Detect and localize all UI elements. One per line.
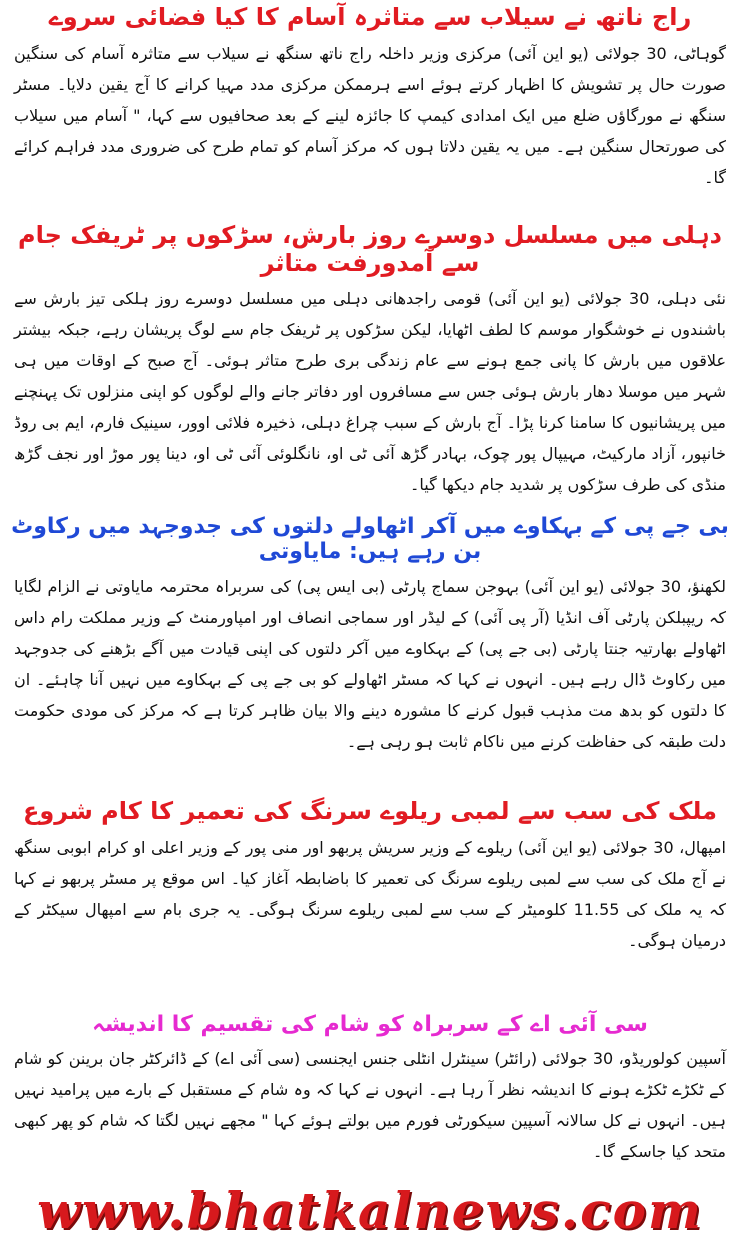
article-headline: ملک کی سب سے لمبی ریلوے سرنگ کی تعمیر کا کام شروع — [22, 797, 718, 825]
article-railway-tunnel — [10, 798, 730, 956]
article-headline: دہلی میں مسلسل دوسرے روز بارش، سڑکوں پر ٹریفک جام سے آمدورفت متاثر — [18, 221, 722, 277]
article-body: آسپین کولوریڈو، 30 جولائی (رائٹر) سینٹرل انٹلی جنس ایجنسی (سی آئی اے) کے ڈائرکٹر جان برینن کو شام کے ٹکڑے ٹکڑے ہونے کا اندیشہ نظر آ رہا ہے۔ انہوں نے کہا کہ وہ شام کے مستقبل کے بارے میں پرامید نہیں ہیں۔ انہوں نے کل سالانہ آسپین سیکورٹی فورم میں بولتے ہوئے کہا " مجھے نہیں لگتا کہ شام کو پھر کبھی متحد کیا جاسکے گا۔ — [14, 1049, 726, 1162]
article-rajnath-assam — [10, 4, 730, 193]
site-url-banner[interactable]: www.bhatkalnews.com — [37, 1180, 703, 1240]
article-headline: بی جے پی کے بہکاوے میں آکر اٹھاولے دلتوں کی جدوجہد میں رکاوٹ بن رہے ہیں: مایاوتی — [11, 514, 729, 565]
article-body: نئی دہلی، 30 جولائی (یو این آئی) قومی راجدھانی دہلی میں مسلسل دوسرے روز ہلکی تیز بارش سے باشندوں نے خوشگوار موسم کا لطف اٹھایا، لیکن سڑکوں پر ٹریفک جام سے لوگ پریشان رہے، جبکہ بیشتر علاقوں میں بارش کا پانی جمع ہونے سے عام زندگی بری طرح متاثر ہوئی۔ آج صبح کے اوقات میں ہی شہر میں موسلا دھار بارش ہوئی جس سے مسافروں اور دفاتر جانے والے لوگوں کو اپنی منزلوں تک پہنچنے میں پریشانیوں کا سامنا کرنا پڑا۔ آج بارش کے سبب چراغ دہلی، ذخیرہ فلائی اوور، سینیک فارم، ایم بی روڈ خانپور، آزاد مارکیٹ، مہیپال پور چوک، بہادر گڑھ آئی ٹی او، نانگلوئی آئی ٹی او، دینا پور موڑ اور نجف گڑھ منڈی کی طرف سڑکوں پر شدید جام دیکھا گیا۔ — [14, 289, 726, 495]
article-headline: سی آئی اے کے سربراہ کو شام کی تقسیم کا اندیشہ — [92, 1012, 648, 1037]
article-body: لکھنؤ، 30 جولائی (یو این آئی) بہوجن سماج پارٹی (بی ایس پی) کی سربراہ محترمہ مایاوتی نے الزام لگایا کہ ریپبلکن پارٹی آف انڈیا (آر پی آئی) کے لیڈر اور سماجی انصاف اور امپاورمنٹ کے وزیر مملکت رام داس اٹھاولے بھارتیہ جنتا پارٹی (بی جے پی) کے بہکاوے میں آکر دلتوں کی اپنی قیادت میں آگے بڑھنے کی جدوجہد میں رکاوٹ ڈال رہے ہیں۔ انہوں نے کہا کہ مسٹر اٹھاولے کو بی جے پی کے بہکاوے میں نہیں آنا چاہئے۔ ان کا دلتوں کو بدھ مت مذہب قبول کرنے کا مشورہ دینے والا بیان ظاہر کرتا ہے کہ مرکز کی مودی حکومت دلت طبقہ کی حفاظت کرنے میں ناکام ثابت ہو رہی ہے۔ — [14, 576, 726, 751]
article-mayawati — [10, 514, 730, 757]
article-body: گوہاٹی، 30 جولائی (یو این آئی) مرکزی وزیر داخلہ راج ناتھ سنگھ نے سیلاب سے متاثرہ آسام کی سنگین صورت حال پر تشویش کا اظہار کرتے ہوئے اسے ہرممکن مرکزی مدد مہیا کرانے کا آج یقین دلایا۔ مسٹر سنگھ نے مورگاؤں ضلع میں ایک امدادی کیمپ کا جائزہ لینے کے بعد صحافیوں سے کہا، " آسام میں سیلاب کی صورتحال سنگین ہے۔ میں یہ یقین دلاتا ہوں کہ مرکز آسام کو تمام طرح کی ضروری مدد فراہم کرائے گا۔ — [14, 43, 727, 187]
article-cia-syria — [10, 1012, 730, 1167]
article-headline: راج ناتھ نے سیلاب سے متاثرہ آسام کا کیا فضائی سروے — [48, 3, 692, 31]
article-body: امپھال، 30 جولائی (یو این آئی) ریلوے کے وزیر سریش پربھو اور منی پور کے وزیر اعلی او کرام ابوبی سنگھ نے آج ملک کی سب سے لمبی ریلوے سرنگ کی تعمیر کا باضابطہ آغاز کیا۔ اس موقع پر مسٹر پربھو نے کہا کہ یہ ملک کی 11.55 کلومیٹر کے سب سے لمبی ریلوے سرنگ ہوگی۔ یہ جری بام سے امپھال سیکٹر کے درمیان ہوگی۔ — [14, 837, 727, 950]
article-delhi-rain — [10, 222, 730, 500]
